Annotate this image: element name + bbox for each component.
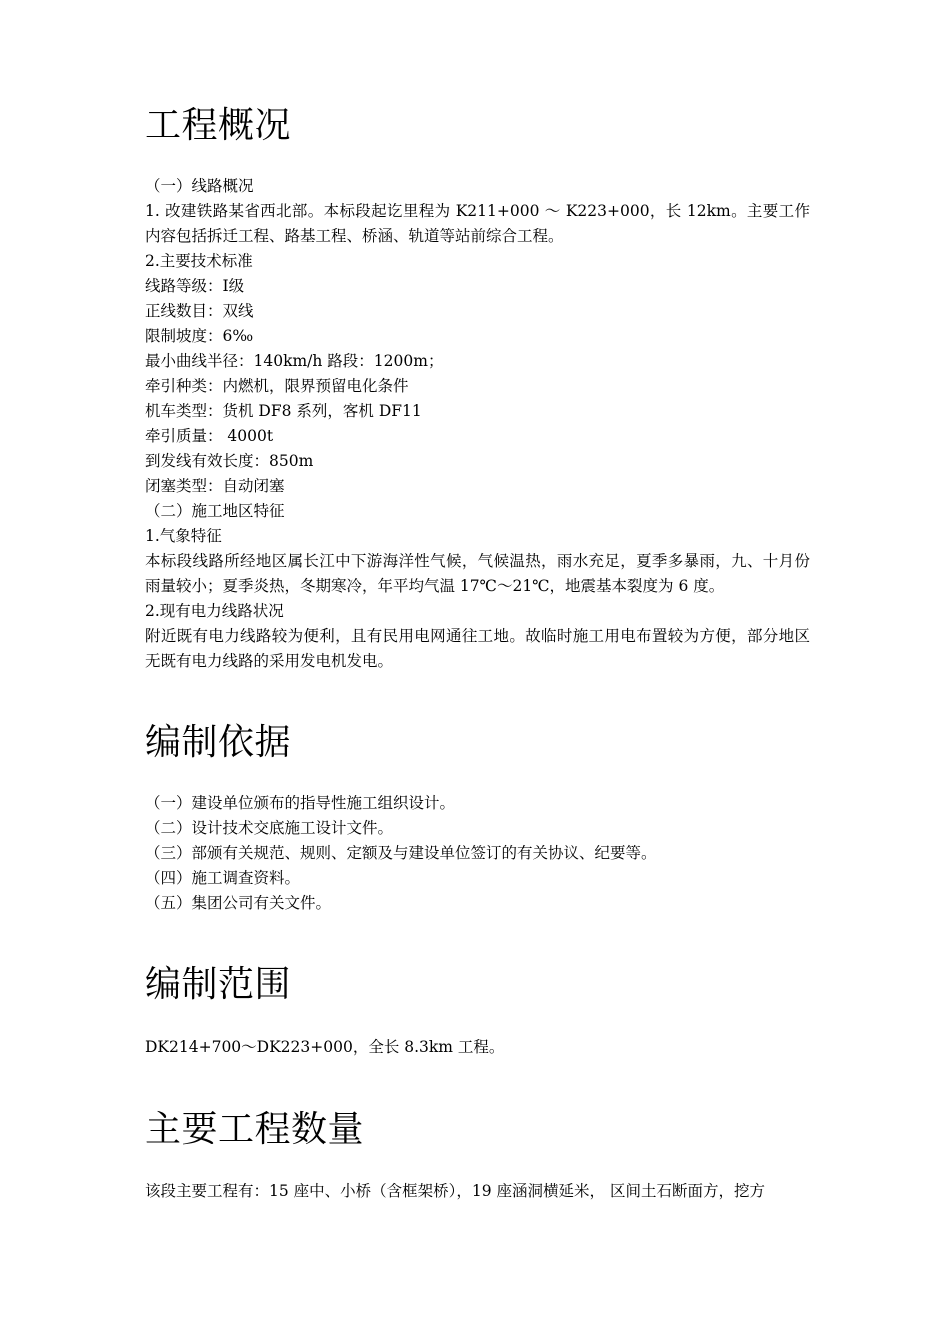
section-heading: 工程概况: [145, 105, 292, 146]
text-line: （三）部颁有关规范、规则、定额及与建设单位签订的有关协议、纪要等。: [145, 844, 657, 862]
text-paragraph: 本标段线路所经地区属长江中下游海洋性气候，气候温热，雨水充足，夏季多暴雨，九、十月份雨量较小；夏季炎热，冬期寒冷，年平均气温 17℃～21℃，地震基本裂度为 6 度。: [145, 552, 810, 595]
text-line: 闭塞类型：自动闭塞: [145, 477, 285, 495]
text-line: （一）建设单位颁布的指导性施工组织设计。: [145, 794, 456, 812]
text-line: 到发线有效长度：850m: [145, 452, 314, 470]
text-line: 限制坡度：6‰: [145, 327, 254, 345]
text-line: 牵引质量： 4000t: [145, 427, 274, 445]
section-compilation-scope: [145, 963, 810, 1056]
text-line: 正线数目：双线: [145, 302, 254, 320]
section-body: [145, 791, 810, 916]
text-line: （二）设计技术交底施工设计文件。: [145, 819, 394, 837]
text-line: 2.主要技术标准: [145, 252, 253, 270]
section-heading: 主要工程数量: [145, 1109, 365, 1150]
text-line: 线路等级：Ⅰ级: [145, 277, 245, 295]
text-line: 该段主要工程有：15 座中、小桥（含框架桥），19 座涵洞横延米， 区间土石断面方，挖方: [145, 1182, 765, 1200]
section-heading: 编制范围: [145, 964, 292, 1005]
text-line: （五）集团公司有关文件。: [145, 894, 332, 912]
text-line: （四）施工调查资料。: [145, 869, 301, 887]
text-line: 最小曲线半径：140km/h 路段：1200m；: [145, 352, 444, 370]
section-main-quantities: [145, 1108, 810, 1200]
text-paragraph: 附近既有电力线路较为便利，且有民用电网通往工地。故临时施工用电布置较为方便，部分地区无既有电力线路的采用发电机发电。: [145, 627, 810, 670]
text-line: 牵引种类：内燃机，限界预留电化条件: [145, 377, 409, 395]
text-line: 机车类型：货机 DF8 系列，客机 DF11: [145, 402, 422, 420]
text-line: DK214+700～DK223+000，全长 8.3km 工程。: [145, 1038, 505, 1056]
section-heading: 编制依据: [145, 722, 292, 763]
text-line: （二）施工地区特征: [145, 502, 285, 520]
section-compilation-basis: [145, 721, 810, 912]
text-paragraph: 1. 改建铁路某省西北部。本标段起讫里程为 K211+000 ～ K223+000，长 12km。主要工作内容包括拆迁工程、路基工程、桥涵、轨道等站前综合工程。: [145, 202, 810, 245]
text-line: （一）线路概况: [145, 177, 254, 195]
section-body: [145, 1035, 810, 1060]
section-body: [145, 174, 810, 674]
text-line: 2.现有电力线路状况: [145, 602, 284, 620]
section-body: [145, 1179, 810, 1204]
text-line: 1.气象特征: [145, 527, 222, 545]
